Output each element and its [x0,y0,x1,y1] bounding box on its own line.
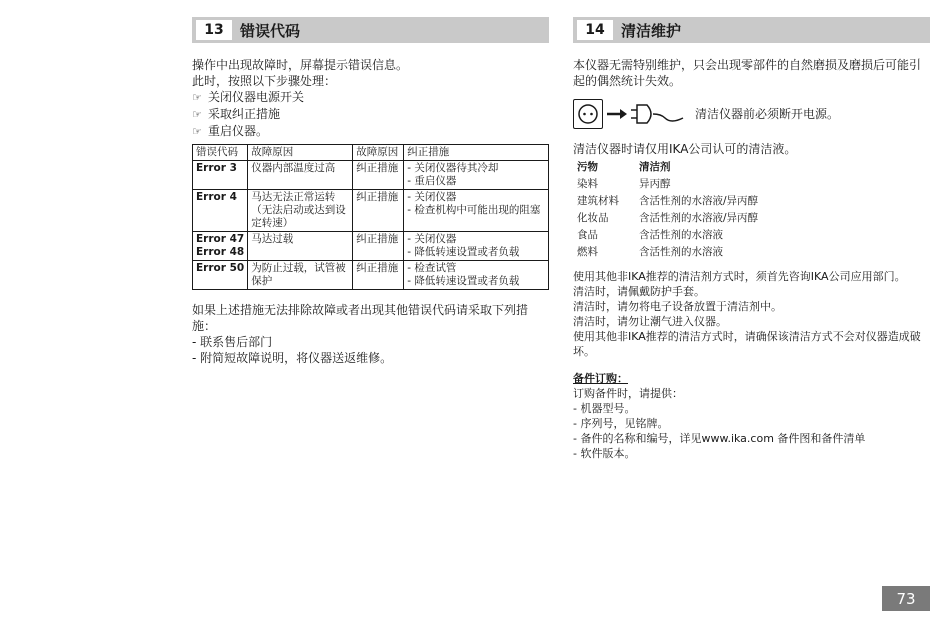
intro-text-2: 此时，按照以下步骤处理： [192,74,337,88]
error-fix: - 检查试管 - 降低转速设置或者负载 [404,261,549,290]
spare-item: - 机器型号。 [573,402,636,415]
error-col3: 纠正措施 [353,232,404,261]
clean-intro: 清洁仪器时请仅用IKA公司认可的清洁液。 [573,142,797,156]
error-table [192,144,549,290]
table-row: 食品 含活性剂的水溶液 [577,229,723,241]
intro-text: 操作中出现故障时，屏幕提示错误信息。 [192,58,409,72]
error-code: Error 4 [193,190,248,232]
spare-item: - 备件的名称和编号，详见www.ika.com 备件图和备件清单 [573,432,866,445]
section-number: 14 [577,20,613,40]
table-row [193,261,549,290]
pointing-hand-icon: ☞ [192,91,202,104]
cleaning-table [573,159,762,261]
step-item: ☞ 关闭仪器电源开关 [192,90,305,104]
pointing-hand-icon: ☞ [192,108,202,121]
table-row: 染料 异丙醇 [577,178,671,190]
note-item: 清洁时，请勿让潮气进入仪器。 [573,315,727,328]
note-item: 清洁时，请佩戴防护手套。 [573,285,705,298]
error-cause: 仪器内部温度过高 [248,161,353,190]
table-header-cell: 纠正措施 [404,145,549,161]
table-header-row [193,145,549,161]
error-cause: 马达无法正常运转（无法启动或达到设定转速） [248,190,353,232]
spare-item: - 序列号，见铭牌。 [573,417,669,430]
unplug-note: 清洁仪器前必须断开电源。 [695,107,840,121]
table-header-cell: 故障原因 [353,145,404,161]
note-item: 使用其他非IKA推荐的清洁方式时，请确保该清洁方式不会对仪器造成破坏。 [573,330,921,358]
intro-text: 本仪器无需特别维护，只会出现零部件的自然磨损及磨损后可能引起的偶然统计失效。 [573,58,922,88]
pointing-hand-icon: ☞ [192,125,202,138]
after-item: - 联系售后部门 [192,335,273,349]
section-title: 清洁维护 [621,21,682,40]
section-header [573,17,930,43]
table-header-row [573,159,762,176]
spare-parts-title: 备件订购： [573,372,628,385]
step-item: ☞ 采取纠正措施 [192,107,281,121]
table-header-cell: 清洁剂 [639,161,671,173]
error-col3: 纠正措施 [353,161,404,190]
unplug-warning [573,99,930,129]
section-error-codes [192,17,549,366]
error-cause: 为防止过载，试管被保护 [248,261,353,290]
after-text: 如果上述措施无法排除故障或者出现其他错误代码请采取下列措施： [192,303,529,333]
error-code: Error 50 [193,261,248,290]
unplug-arrow-icon [603,100,691,128]
table-row: 化妆品 含活性剂的水溶液/异丙醇 [577,212,759,224]
note-item: 清洁时，请勿将电子设备放置于清洁剂中。 [573,300,782,313]
table-row [193,161,549,190]
error-code: Error 47 Error 48 [193,232,248,261]
page-number: 73 [882,586,930,611]
table-row [193,232,549,261]
error-col3: 纠正措施 [353,190,404,232]
spare-intro: 订购备件时，请提供： [573,387,683,400]
table-row: 建筑材料 含活性剂的水溶液/异丙醇 [577,195,759,207]
section-cleaning [573,17,930,461]
spare-item: - 软件版本。 [573,447,636,460]
error-fix: - 关闭仪器 - 降低转速设置或者负载 [404,232,549,261]
table-header-cell: 故障原因 [248,145,353,161]
table-header-cell: 污物 [577,161,598,173]
section-number: 13 [196,20,232,40]
table-row: 燃料 含活性剂的水溶液 [577,246,723,258]
error-col3: 纠正措施 [353,261,404,290]
table-header-cell: 错误代码 [193,145,248,161]
note-item: 使用其他非IKA推荐的清洁剂方式时，须首先咨询IKA公司应用部门。 [573,270,906,283]
section-header [192,17,549,43]
error-fix: - 关闭仪器待其冷却 - 重启仪器 [404,161,549,190]
power-socket-icon [573,99,603,129]
step-item: ☞ 重启仪器。 [192,124,269,138]
error-cause: 马达过载 [248,232,353,261]
section-title: 错误代码 [240,21,301,40]
error-code: Error 3 [193,161,248,190]
table-row [193,190,549,232]
after-item: - 附简短故障说明，将仪器送返维修。 [192,351,393,365]
error-fix: - 关闭仪器 - 检查机构中可能出现的阻塞 [404,190,549,232]
